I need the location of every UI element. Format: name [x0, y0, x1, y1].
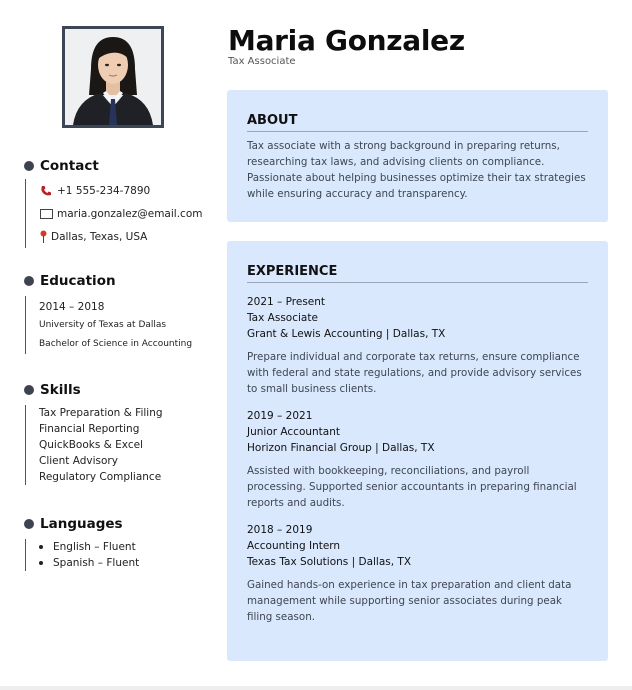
bullet-icon	[39, 561, 43, 565]
bullet-icon	[39, 545, 43, 549]
education-school: University of Texas at Dallas	[39, 320, 167, 330]
job-description: Assisted with bookkeeping, reconciliations, and payroll processing. Supported senior accountants in preparing financial reports and audits.	[247, 465, 577, 509]
candidate-role: Tax Associate	[228, 56, 296, 67]
section-bullet-icon	[24, 519, 34, 529]
job-position: Accounting Intern	[247, 540, 341, 552]
section-bullet-icon	[24, 385, 34, 395]
experience-title: EXPERIENCE	[247, 264, 588, 283]
email-text[interactable]: maria.gonzalez@email.com	[57, 207, 203, 220]
skill-item: QuickBooks & Excel	[39, 439, 143, 451]
job-position: Junior Accountant	[247, 426, 341, 438]
location-pin-icon	[39, 230, 47, 244]
education-title: Education	[40, 273, 116, 289]
skills-heading	[24, 381, 214, 399]
education-heading	[24, 272, 214, 290]
job-company: Texas Tax Solutions | Dallas, TX	[247, 556, 412, 568]
job-position: Tax Associate	[247, 312, 318, 324]
job-company: Horizon Financial Group | Dallas, TX	[247, 442, 435, 454]
email-icon	[39, 207, 53, 221]
languages-heading	[24, 515, 214, 533]
languages-title: Languages	[40, 516, 123, 532]
skill-item: Client Advisory	[39, 455, 118, 467]
page-bottom-edge	[0, 686, 632, 690]
languages-section	[24, 515, 214, 571]
skills-title: Skills	[40, 382, 81, 398]
contact-list	[25, 179, 214, 248]
skill-item: Financial Reporting	[39, 423, 140, 435]
contact-heading	[24, 157, 214, 175]
languages-list	[25, 539, 214, 571]
education-years: 2014 – 2018	[39, 301, 105, 313]
profile-photo	[62, 26, 164, 128]
job-company: Grant & Lewis Accounting | Dallas, TX	[247, 328, 446, 340]
job-period: 2018 – 2019	[247, 524, 313, 536]
phone-icon	[39, 184, 53, 198]
skill-item: Tax Preparation & Filing	[39, 407, 163, 419]
education-degree: Bachelor of Science in Accounting	[39, 339, 193, 349]
education-section	[24, 272, 214, 354]
language-text: English – Fluent	[53, 541, 136, 553]
contact-email	[39, 202, 214, 225]
language-item	[38, 555, 214, 571]
language-text: Spanish – Fluent	[53, 557, 140, 569]
phone-text[interactable]: +1 555-234-7890	[57, 184, 151, 197]
job-entry	[247, 294, 588, 397]
contact-location	[39, 225, 214, 248]
job-description: Gained hands-on experience in tax preparation and client data management while supporting senior associates during peak filing season.	[247, 579, 572, 623]
profile-photo-image	[65, 29, 161, 125]
skills-section	[24, 381, 214, 485]
about-panel	[227, 90, 608, 222]
skill-item: Regulatory Compliance	[39, 471, 162, 483]
job-entry	[247, 408, 588, 511]
experience-panel	[227, 241, 608, 661]
contact-phone	[39, 179, 214, 202]
candidate-name: Maria Gonzalez	[228, 24, 465, 57]
job-period: 2021 – Present	[247, 296, 326, 308]
section-bullet-icon	[24, 276, 34, 286]
contact-section	[24, 157, 214, 248]
job-period: 2019 – 2021	[247, 410, 313, 422]
language-item	[38, 539, 214, 555]
about-title: ABOUT	[247, 113, 588, 132]
education-details	[25, 296, 214, 354]
skills-list	[25, 405, 214, 485]
job-entry	[247, 522, 588, 625]
job-description: Prepare individual and corporate tax returns, ensure compliance with federal and state regulations, and provide advisory services to small business clients.	[247, 351, 582, 395]
about-text: Tax associate with a strong background in preparing returns, researching tax laws, and advising clients on compliance. Passionate about helping businesses optimize their tax strategies while ensuring accuracy and transparency.	[247, 140, 586, 200]
contact-title: Contact	[40, 158, 99, 174]
location-text: Dallas, Texas, USA	[51, 230, 148, 243]
section-bullet-icon	[24, 161, 34, 171]
